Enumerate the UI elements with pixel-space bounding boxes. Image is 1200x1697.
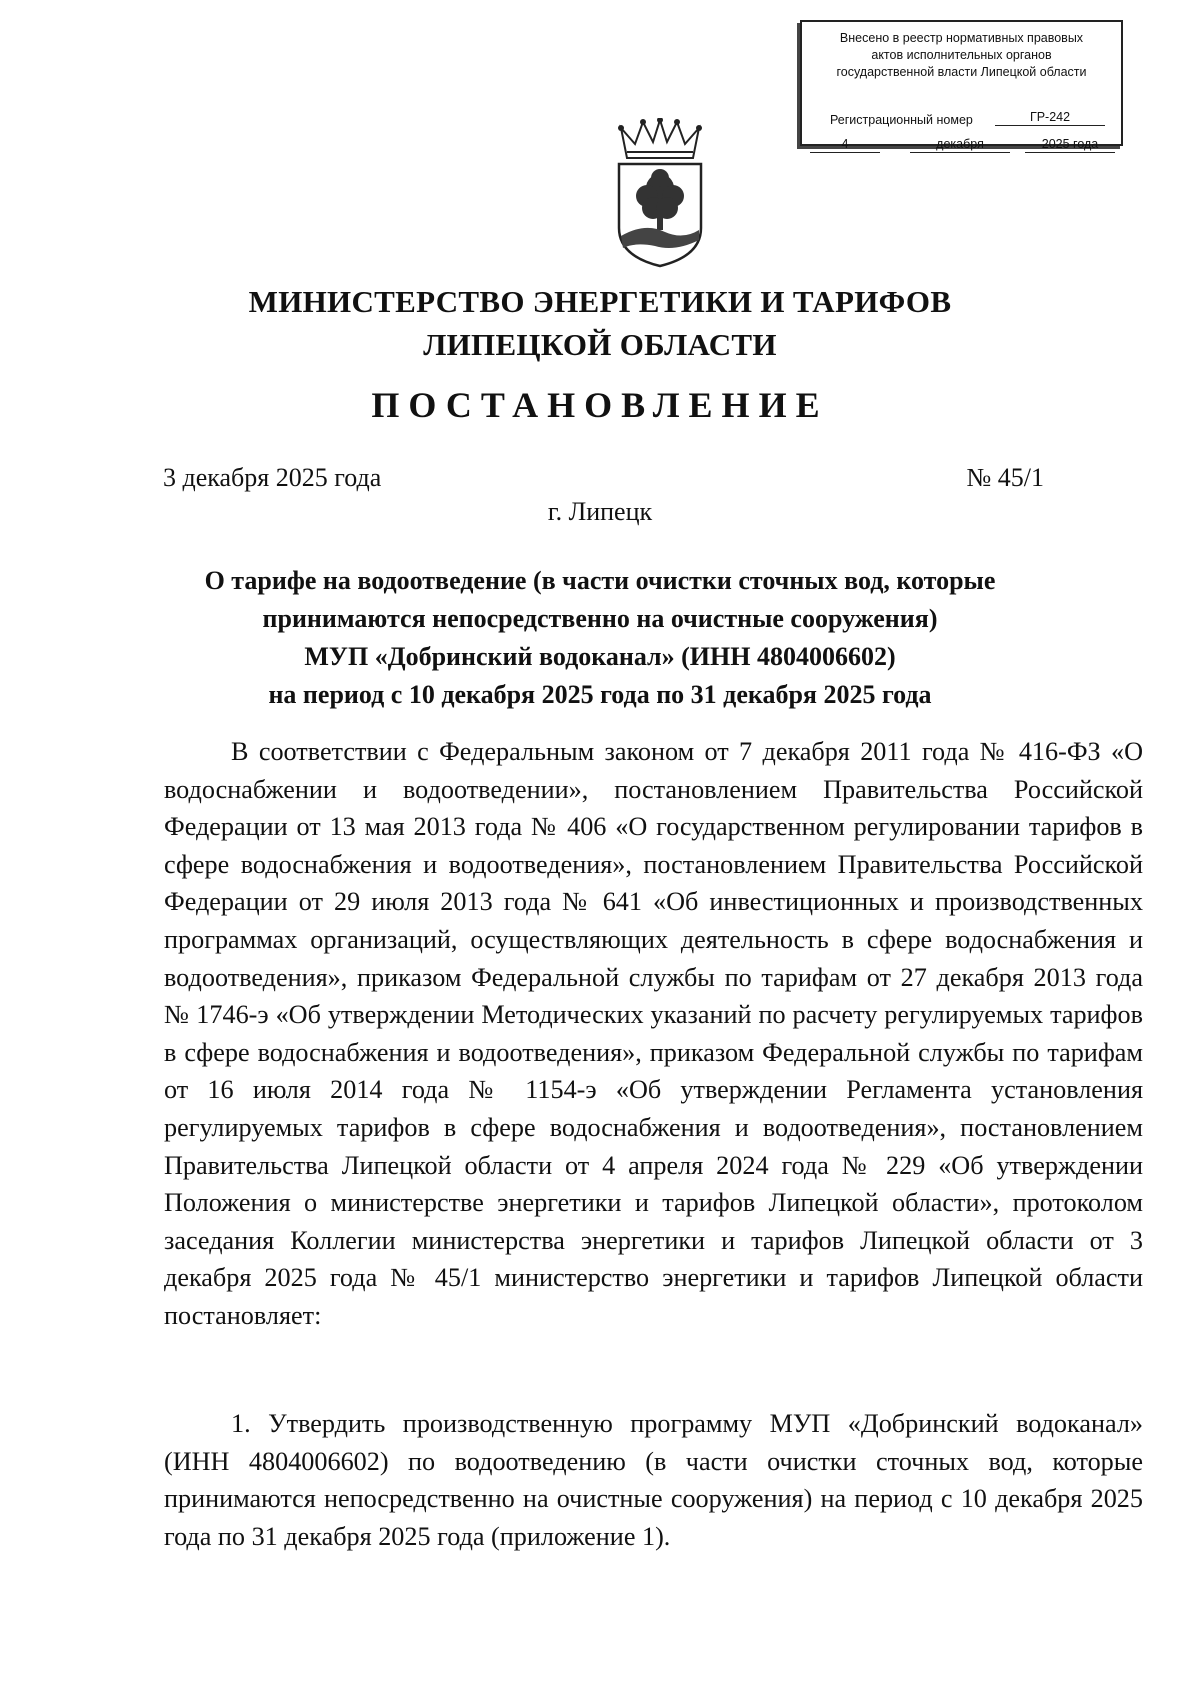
coat-of-arms-emblem [605,118,715,268]
stamp-reg-number: ГР-242 [995,110,1105,126]
stamp-reg-label: Регистрационный номер [830,113,973,127]
stamp-day: 4 [810,137,880,153]
item-1-paragraph: 1. Утвердить производственную программу МУП «Добринский водоканал» (ИНН 4804006602) по водоотведению (в части очистки сточных вод, которые принимаются непосредственно на очистные сооружения) на период с 10 декабря 2025 года по 31 декабря 2025 года (приложение 1). [164,1409,1143,1551]
stamp-line-2: актов исполнительных органов [871,48,1052,62]
subject-line-3: МУП «Добринский водоканал» (ИНН 4804006602) [304,642,896,671]
preamble-paragraph: В соответствии с Федеральным законом от 7 декабря 2011 года № 416-ФЗ «О водоснабжении и водоотведении», постановлением Правительства Российской Федерации от 13 мая 2013 года № 406 «О государственном регулировании тарифов в сфере водоснабжения и водоотведения», постановлением Правительства Российской Федерации от 29 июля 2013 года № 641 «Об инвестиционных и производственных программах организаций, осуществляющих деятельность в сфере водоснабжения и водоотведения», приказом Федеральной службы по тарифам от 27 декабря 2013 года № 1746-э «Об утверждении Методических указаний по расчету регулируемых тарифов в сфере водоснабжения и водоотведения», приказом Федеральной службы по тарифам от 16 июля 2014 года № 1154-э «Об утверждении Регламента установления регулируемых тарифов в сфере водоснабжения и водоотведения», постановлением Правительства Липецкой области от 4 апреля 2024 года № 229 «Об утверждении Положения о министерстве энергетики и тарифов Липецкой области», протоколом заседания Коллегии министерства энергетики и тарифов Липецкой области от 3 декабря 2025 года № 45/1 министерство энергетики и тарифов Липецкой области постановляет: [164,737,1143,1330]
stamp-line-1: Внесено в реестр нормативных правовых [839,31,1084,45]
document-subject [150,562,1050,714]
ministry-name [0,280,1200,366]
subject-line-1: О тарифе на водоотведение (в части очистки сточных вод, которые [204,566,996,595]
subject-line-4: на период с 10 декабря 2025 года по 31 декабря 2025 года [268,680,932,709]
stamp-line-3: государственной власти Липецкой области [836,65,1087,79]
subject-line-2: принимаются непосредственно на очистные сооружения) [262,604,938,633]
stamp-year: 2025 года [1025,137,1115,153]
document-number: № 45/1 [966,463,1044,492]
registry-stamp [800,20,1123,151]
document-date: 3 декабря 2025 года [163,463,382,492]
ministry-name-line-2: ЛИПЕЦКОЙ ОБЛАСТИ [423,327,777,362]
ministry-name-line-1: МИНИСТЕРСТВО ЭНЕРГЕТИКИ И ТАРИФОВ [248,284,952,319]
document-type-title: ПОСТАНОВЛЕНИЕ [371,385,829,425]
document-city: г. Липецк [547,497,653,526]
stamp-month: декабря [910,137,1010,153]
